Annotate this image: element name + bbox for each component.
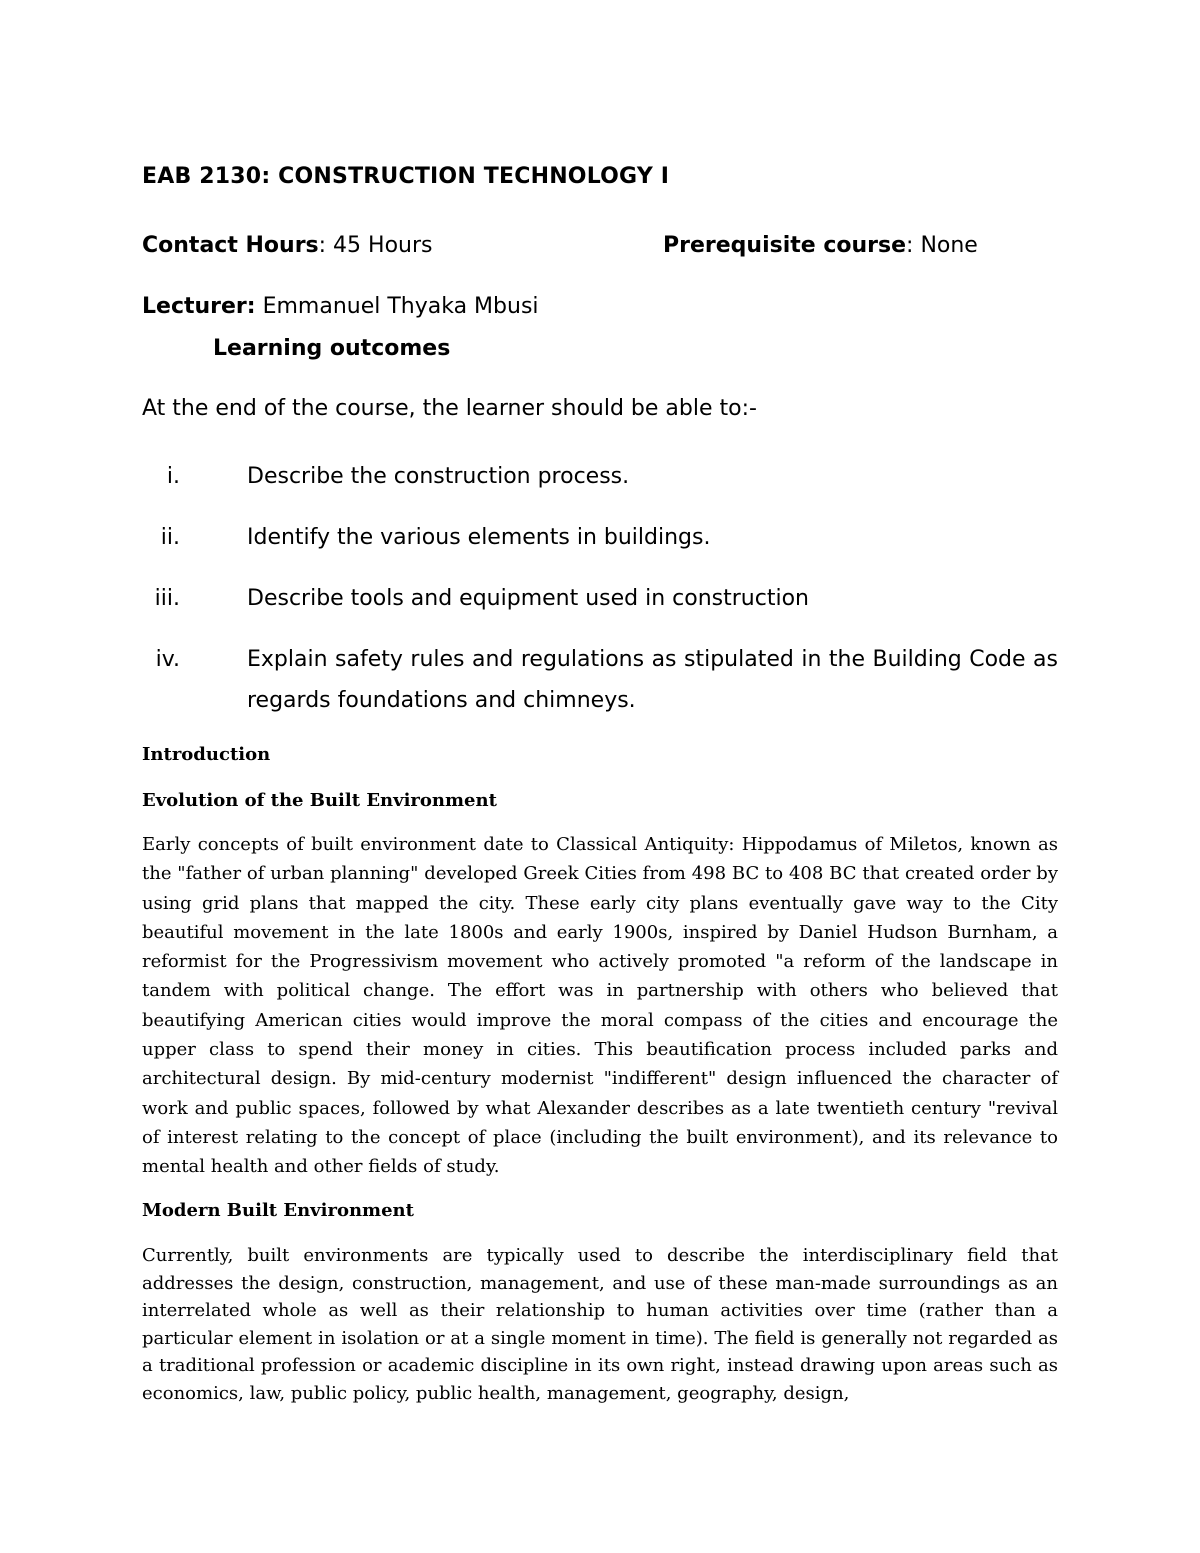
course-title: EAB 2130: CONSTRUCTION TECHNOLOGY I — [142, 164, 670, 189]
outcome-text: Describe tools and equipment used in construction — [247, 586, 809, 611]
learning-outcomes-heading: Learning outcomes — [213, 336, 451, 361]
outcomes-list — [142, 456, 1058, 741]
contact-hours-value: 45 Hours — [326, 233, 433, 258]
introduction-heading: Introduction — [142, 744, 271, 765]
prerequisite-separator: : — [906, 233, 914, 258]
prerequisite-course — [663, 233, 978, 258]
prerequisite-label: Prerequisite course — [663, 233, 907, 258]
modern-paragraph: Currently, built environments are typically used to describe the interdisciplinary field that addresses the design, construction, management, and use of these man-made surroundings as an interrelated whole as well as their relationship to human activities over time (rather than a particular element in isolation or at a single moment in time). The field is generally not regarded as a traditional profession or academic discipline in its own right, instead drawing upon areas such as economics, law, public policy, public health, management, geography, design, — [142, 1245, 1058, 1404]
outcome-number: i. — [166, 464, 180, 489]
list-item — [142, 578, 1058, 619]
list-item — [142, 456, 1058, 497]
outcome-text: Identify the various elements in buildings. — [247, 525, 711, 550]
contact-hours — [142, 233, 433, 258]
prerequisite-value: None — [913, 233, 978, 258]
contact-hours-label: Contact Hours — [142, 233, 319, 258]
outcome-number: iii. — [154, 586, 180, 611]
outcomes-intro: At the end of the course, the learner should be able to:- — [142, 396, 757, 421]
outcome-number: iv. — [155, 647, 180, 672]
modern-heading: Modern Built Environment — [142, 1200, 414, 1221]
outcome-text: Explain safety rules and regulations as stipulated in the Building Code as regards foundations and chimneys. — [247, 647, 1058, 713]
outcome-number: ii. — [160, 525, 180, 550]
lecturer-label: Lecturer: — [142, 294, 256, 319]
lecturer — [142, 294, 539, 319]
outcome-text: Describe the construction process. — [247, 464, 630, 489]
list-item — [142, 639, 1058, 721]
list-item — [142, 517, 1058, 558]
evolution-heading: Evolution of the Built Environment — [142, 790, 497, 811]
lecturer-name: Emmanuel Thyaka Mbusi — [255, 294, 539, 319]
contact-hours-separator: : — [318, 233, 327, 258]
evolution-paragraph: Early concepts of built environment date to Classical Antiquity: Hippodamus of Miletos, known as the "father of urban planning" developed Greek Cities from 498 BC to 408 BC that created order by using grid plans that mapped the city. These early city plans eventually gave way to the City beautiful movement in the late 1800s and early 1900s, inspired by Daniel Hudson Burnham, a reformist for the Progressivism movement who actively promoted "a reform of the landscape in tandem with political change. The effort was in partnership with others who believed that beautifying American cities would improve the moral compass of the cities and encourage the upper class to spend their money in cities. This beautification process included parks and architectural design. By mid-century modernist "indifferent" design influenced the character of work and public spaces, followed by what Alexander describes as a late twentieth century "revival of interest relating to the concept of place (including the built environment), and its relevance to mental health and other fields of study. — [142, 834, 1058, 1178]
